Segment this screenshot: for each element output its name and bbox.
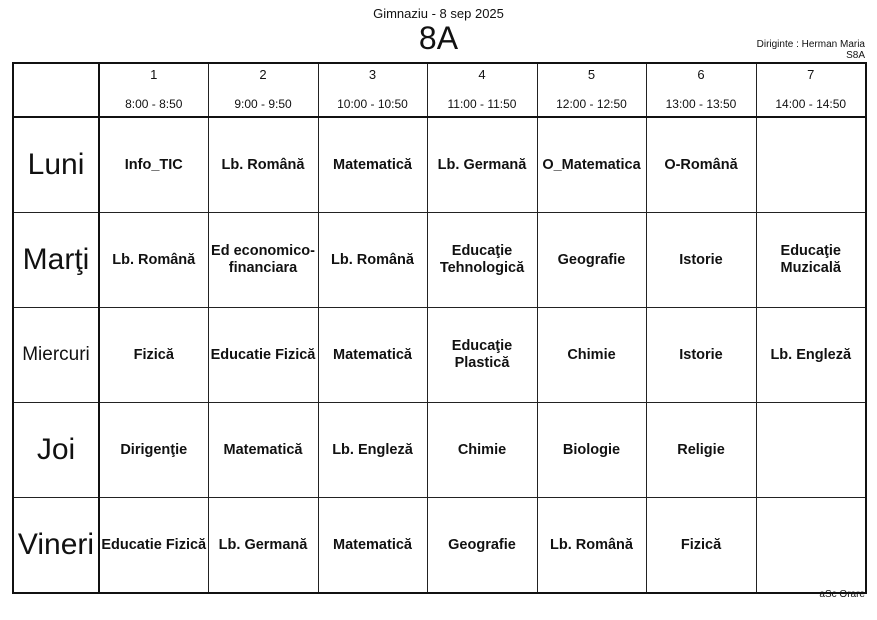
lesson-cell: Educaţie Tehnologică bbox=[427, 213, 537, 308]
period-number: 5 bbox=[587, 67, 596, 82]
period-header-row bbox=[13, 63, 866, 117]
diriginte-label: Diriginte : Herman Maria bbox=[756, 39, 865, 50]
lesson-cell bbox=[756, 498, 866, 594]
lesson-cell: Lb. Română bbox=[318, 213, 427, 308]
day-row-luni bbox=[13, 117, 866, 213]
period-number: 3 bbox=[368, 67, 377, 82]
lesson-cell bbox=[756, 117, 866, 213]
period-time: 8:00 - 8:50 bbox=[125, 97, 183, 111]
lesson-cell bbox=[756, 403, 866, 498]
lesson-cell: Educatie Fizică bbox=[99, 498, 208, 594]
day-row-miercuri bbox=[13, 308, 866, 403]
period-time: 10:00 - 10:50 bbox=[337, 97, 408, 111]
lesson-cell: Educatie Fizică bbox=[208, 308, 318, 403]
period-number: 6 bbox=[697, 67, 705, 82]
day-row-marti bbox=[13, 213, 866, 308]
period-number: 7 bbox=[807, 67, 815, 82]
lesson-cell: Istorie bbox=[646, 213, 756, 308]
diriginte-info bbox=[757, 39, 865, 61]
lesson-cell: Fizică bbox=[646, 498, 756, 594]
period-time: 12:00 - 12:50 bbox=[556, 97, 627, 111]
lesson-cell: Chimie bbox=[537, 308, 646, 403]
day-label: Luni bbox=[13, 117, 99, 213]
lesson-cell: Lb. Engleză bbox=[756, 308, 866, 403]
period-number: 2 bbox=[259, 67, 267, 82]
corner-cell bbox=[13, 63, 99, 117]
lesson-cell: Lb. Română bbox=[208, 117, 318, 213]
lesson-cell: O-Română bbox=[646, 117, 756, 213]
lesson-cell: Matematică bbox=[318, 498, 427, 594]
lesson-cell: Matematică bbox=[208, 403, 318, 498]
period-time: 14:00 - 14:50 bbox=[775, 97, 847, 111]
lesson-cell: Lb. Germană bbox=[427, 117, 537, 213]
lesson-cell: Ed economico- financiara bbox=[208, 213, 318, 308]
lesson-cell: Lb. Engleză bbox=[318, 403, 427, 498]
lesson-cell: Geografie bbox=[537, 213, 646, 308]
period-number: 1 bbox=[150, 67, 158, 82]
lesson-cell: Dirigenţie bbox=[99, 403, 208, 498]
lesson-cell: Chimie bbox=[427, 403, 537, 498]
day-label: Miercuri bbox=[13, 308, 99, 403]
lesson-cell: Fizică bbox=[99, 308, 208, 403]
footer-credit: aSc Orare bbox=[819, 589, 865, 600]
class-title: 8A bbox=[418, 20, 459, 56]
lesson-cell: O_Matematica bbox=[537, 117, 646, 213]
period-time: 9:00 - 9:50 bbox=[234, 97, 292, 111]
lesson-cell: Lb. Germană bbox=[208, 498, 318, 594]
lesson-cell: Istorie bbox=[646, 308, 756, 403]
day-label: Marţi bbox=[13, 213, 99, 308]
period-header bbox=[208, 63, 318, 117]
day-row-joi bbox=[13, 403, 866, 498]
period-header bbox=[99, 63, 208, 117]
day-label: Joi bbox=[13, 403, 99, 498]
lesson-cell: Biologie bbox=[537, 403, 646, 498]
lesson-cell: Matematică bbox=[318, 117, 427, 213]
period-time: 11:00 - 11:50 bbox=[447, 97, 517, 111]
lesson-cell: Lb. Română bbox=[537, 498, 646, 594]
lesson-cell: Educaţie Muzicală bbox=[756, 213, 866, 308]
lesson-cell: Lb. Română bbox=[99, 213, 208, 308]
lesson-cell: Geografie bbox=[427, 498, 537, 594]
period-number: 4 bbox=[478, 67, 486, 82]
lesson-cell: Religie bbox=[646, 403, 756, 498]
lesson-cell: Matematică bbox=[318, 308, 427, 403]
day-label: Vineri bbox=[13, 498, 99, 594]
period-time: 13:00 - 13:50 bbox=[665, 97, 737, 111]
room-label: S8A bbox=[846, 50, 865, 61]
period-header bbox=[318, 63, 427, 117]
school-date-title: Gimnaziu - 8 sep 2025 bbox=[373, 6, 504, 21]
lesson-cell: Educaţie Plastică bbox=[427, 308, 537, 403]
period-header bbox=[646, 63, 756, 117]
period-header bbox=[756, 63, 866, 117]
lesson-cell: Info_TIC bbox=[99, 117, 208, 213]
period-header bbox=[427, 63, 537, 117]
period-header bbox=[537, 63, 646, 117]
timetable bbox=[12, 62, 867, 594]
day-row-vineri bbox=[13, 498, 866, 594]
